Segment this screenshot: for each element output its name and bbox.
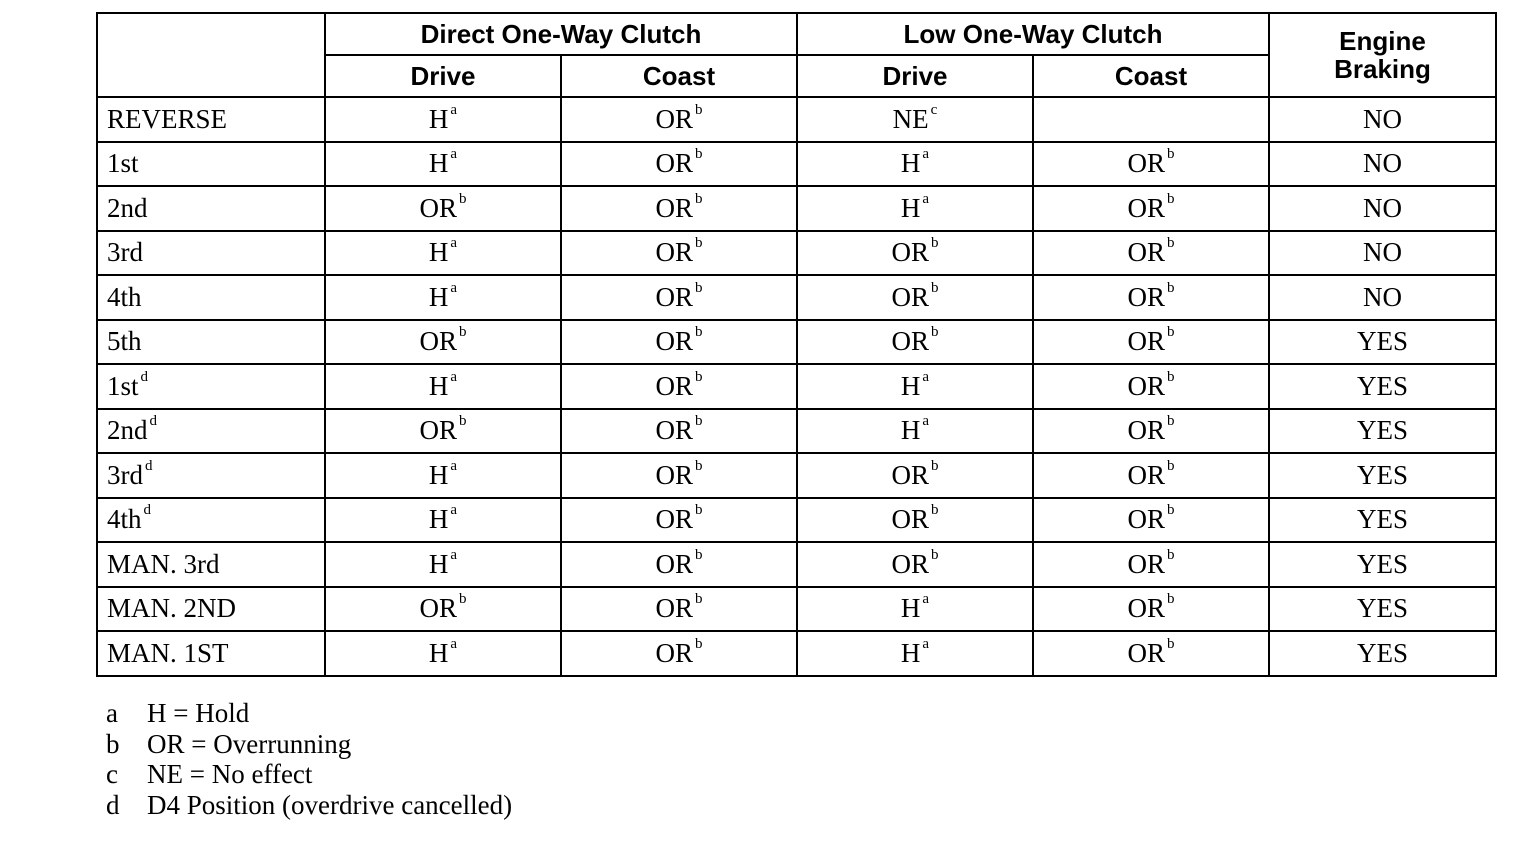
low-coast-cell [1033,142,1269,187]
footnote-marker: b [695,324,703,341]
low-coast-cell [1033,231,1269,276]
table-row [97,186,1496,231]
footnote-text: NE = No effect [147,759,313,790]
footnote-marker: b [459,591,467,608]
engine-braking-cell: YES [1269,409,1496,454]
footnote-marker: b [695,101,703,118]
cell-value: H [428,148,449,179]
gear-position-cell [97,498,325,543]
gear-position-cell [97,275,325,320]
cell-value: H [428,370,449,401]
cell-value: OR [419,415,457,446]
footnote-key: b [106,728,120,759]
gear-position-label: 4th [107,504,142,535]
direct-drive-cell [325,320,561,365]
cell-value: H [900,370,921,401]
footnote-marker: a [450,457,458,474]
cell-value: OR [1127,281,1166,312]
engine-braking-cell: YES [1269,453,1496,498]
cell-value: OR [891,281,929,312]
direct-coast-cell [561,587,797,632]
table-body [97,97,1496,676]
low-coast-cell [1033,97,1269,142]
cell-value: NE [892,103,929,134]
engine-braking-header [1269,13,1496,97]
gear-position-cell [97,142,325,187]
table-row [97,231,1496,276]
footnote-marker: b [695,413,703,430]
cell-value: OR [1127,370,1166,401]
footnote-item [106,759,512,790]
low-coast-cell [1033,186,1269,231]
footnote-marker: b [1167,279,1175,296]
footnote-marker: b [459,413,467,430]
cell-value: H [900,415,921,446]
footnote-marker: b [931,457,939,474]
cell-value: H [428,459,449,490]
cell-value: OR [891,504,929,535]
engine-braking-cell: NO [1269,231,1496,276]
footnote-item [106,729,512,760]
direct-drive-cell [325,97,561,142]
direct-drive-cell [325,186,561,231]
direct-drive-cell [325,631,561,676]
cell-value: OR [891,459,929,490]
table-row [97,409,1496,454]
low-drive-cell [797,231,1033,276]
gear-position-cell [97,409,325,454]
footnote-marker: a [450,279,458,296]
direct-coast-cell [561,186,797,231]
cell-value: OR [655,148,693,179]
footnote-marker: b [1167,190,1175,207]
clutch-application-table [96,12,1497,677]
footnote-marker: b [695,591,703,608]
footnote-marker: d [145,457,153,474]
low-drive-cell [797,631,1033,676]
cell-value: OR [655,415,693,446]
low-coast-cell [1033,542,1269,587]
direct-drive-cell [325,364,561,409]
engine-braking-cell: NO [1269,186,1496,231]
low-drive-cell [797,453,1033,498]
cell-value: H [428,548,449,579]
cell-value: OR [1127,548,1166,579]
footnote-marker: b [1167,546,1175,563]
footnote-marker: a [922,413,930,430]
low-coast-cell [1033,320,1269,365]
cell-value: H [428,637,449,668]
table-row [97,97,1496,142]
footnote-marker: b [695,457,703,474]
table-row [97,498,1496,543]
table-row [97,320,1496,365]
low-coast-cell [1033,409,1269,454]
footnote-marker: b [1167,457,1175,474]
direct-coast-cell [561,364,797,409]
footnote-marker: b [1167,368,1175,385]
cell-value: OR [1127,237,1166,268]
cell-value: OR [655,192,693,223]
low-drive-cell [797,142,1033,187]
low-coast-cell [1033,364,1269,409]
table-row [97,142,1496,187]
cell-value: OR [655,637,693,668]
low-coast-cell [1033,587,1269,632]
cell-value: H [428,237,449,268]
gear-position-label: 4th [107,281,142,312]
low-drive-header: Drive [797,55,1033,97]
direct-coast-cell [561,453,797,498]
direct-drive-cell [325,453,561,498]
footnote-marker: c [930,101,938,118]
gear-position-cell [97,542,325,587]
footnote-marker: b [459,324,467,341]
gear-position-label: MAN. 3rd [107,548,220,579]
gear-position-label: MAN. 2ND [107,593,237,624]
footnote-marker: a [922,368,930,385]
gear-position-cell [97,320,325,365]
direct-drive-cell [325,542,561,587]
footnote-marker: b [931,546,939,563]
footnote-item [106,698,512,729]
cell-value: OR [1127,593,1166,624]
footnote-marker: d [149,413,157,430]
footnote-marker: a [450,502,458,519]
gear-position-label: 1st [107,370,139,401]
footnote-marker: b [695,502,703,519]
direct-drive-cell [325,587,561,632]
low-coast-cell [1033,275,1269,320]
low-one-way-clutch-header: Low One-Way Clutch [797,13,1269,55]
footnote-marker: a [450,635,458,652]
cell-value: OR [655,370,693,401]
engine-braking-cell: YES [1269,631,1496,676]
footnote-marker: d [143,502,152,519]
cell-value: OR [655,459,693,490]
footnote-item [106,790,512,821]
cell-value: OR [419,326,457,357]
footnote-marker: b [1167,502,1175,519]
cell-value: H [428,103,449,134]
footnote-text: H = Hold [147,698,250,728]
low-coast-cell [1033,453,1269,498]
engine-braking-cell: YES [1269,364,1496,409]
cell-value: OR [1127,148,1166,179]
gear-position-label: REVERSE [107,103,228,134]
low-coast-cell [1033,498,1269,543]
footnote-marker: b [695,546,703,563]
direct-coast-cell [561,631,797,676]
footnote-text: D4 Position (overdrive cancelled) [147,790,513,821]
engine-braking-cell: NO [1269,275,1496,320]
cell-value: OR [655,237,693,268]
footnote-marker: b [695,190,703,207]
direct-drive-cell [325,275,561,320]
table-row [97,364,1496,409]
footnote-marker: b [931,235,939,252]
engine-braking-cell: NO [1269,97,1496,142]
engine-braking-cell: YES [1269,587,1496,632]
table-row [97,631,1496,676]
direct-coast-cell [561,409,797,454]
low-drive-cell [797,275,1033,320]
footnote-marker: b [1167,635,1175,652]
footnote-marker: b [1167,146,1175,163]
cell-value: OR [891,237,929,268]
direct-drive-cell [325,409,561,454]
cell-value: OR [1127,192,1166,223]
direct-drive-cell [325,142,561,187]
gear-position-label: 2nd [107,415,148,446]
gear-position-label: 1st [107,148,139,179]
cell-value: OR [1127,415,1166,446]
direct-one-way-clutch-header: Direct One-Way Clutch [325,13,797,55]
direct-coast-header: Coast [561,55,797,97]
gear-position-cell [97,453,325,498]
engine-braking-cell: YES [1269,498,1496,543]
cell-value: OR [655,593,693,624]
direct-coast-cell [561,542,797,587]
footnote-marker: b [931,279,939,296]
footnote-marker: b [695,235,703,252]
low-drive-cell [797,186,1033,231]
cell-value: OR [655,281,693,312]
direct-drive-header: Drive [325,55,561,97]
corner-header-cell [97,13,325,97]
gear-position-cell [97,97,325,142]
direct-coast-cell [561,498,797,543]
direct-drive-cell [325,231,561,276]
cell-value: OR [1127,504,1166,535]
footnote-marker: a [450,146,458,163]
footnote-marker: b [459,190,467,207]
gear-position-label: 3rd [107,459,143,490]
footnote-marker: a [450,368,458,385]
low-drive-cell [797,542,1033,587]
footnote-marker: b [931,502,939,519]
cell-value: H [900,637,921,668]
footnote-marker: a [922,635,930,652]
cell-value: OR [1127,637,1166,668]
table-row [97,587,1496,632]
cell-value: OR [419,593,457,624]
footnote-marker: a [450,546,458,563]
cell-value: OR [1127,459,1166,490]
direct-coast-cell [561,97,797,142]
gear-position-label: MAN. 1ST [107,637,229,668]
footnote-marker: b [695,279,703,296]
gear-position-cell [97,186,325,231]
cell-value: H [900,593,921,624]
footnote-marker: b [1167,591,1175,608]
cell-value: H [428,504,449,535]
low-drive-cell [797,498,1033,543]
low-drive-cell [797,320,1033,365]
direct-coast-cell [561,320,797,365]
footnotes [106,698,512,821]
footnote-marker: a [922,146,930,163]
cell-value: OR [891,548,929,579]
low-coast-cell [1033,631,1269,676]
cell-value: H [900,192,921,223]
footnote-text: OR = Overrunning [147,728,352,759]
footnote-marker: b [931,324,939,341]
footnote-marker: a [450,235,458,252]
gear-position-cell [97,364,325,409]
low-drive-cell [797,409,1033,454]
low-drive-cell [797,587,1033,632]
cell-value: H [900,148,921,179]
footnote-marker: a [450,101,458,118]
table-row [97,453,1496,498]
low-drive-cell [797,364,1033,409]
gear-position-label: 3rd [107,237,143,268]
engine-braking-header-line2: Braking [1334,54,1431,84]
low-coast-header: Coast [1033,55,1269,97]
cell-value: OR [655,103,693,134]
low-drive-cell [797,97,1033,142]
footnote-key: a [106,698,118,728]
cell-value: OR [891,326,929,357]
direct-coast-cell [561,231,797,276]
direct-coast-cell [561,275,797,320]
direct-drive-cell [325,498,561,543]
footnote-marker: b [1167,324,1175,341]
footnote-marker: b [695,368,703,385]
footnote-marker: d [140,368,149,385]
engine-braking-cell: YES [1269,542,1496,587]
gear-position-cell [97,231,325,276]
footnote-marker: b [695,146,703,163]
cell-value: OR [419,192,457,223]
gear-position-label: 2nd [107,192,148,223]
footnote-marker: a [922,190,930,207]
cell-value: OR [655,326,693,357]
table-row [97,542,1496,587]
direct-coast-cell [561,142,797,187]
table-row [97,275,1496,320]
footnote-marker: b [1167,235,1175,252]
gear-position-cell [97,587,325,632]
gear-position-cell [97,631,325,676]
footnote-key: c [106,759,118,790]
engine-braking-cell: YES [1269,320,1496,365]
footnote-marker: a [922,591,930,608]
engine-braking-header-line1: Engine [1339,26,1426,56]
cell-value: H [428,281,449,312]
cell-value: OR [655,548,693,579]
cell-value: OR [655,504,693,535]
footnote-key: d [106,790,120,821]
gear-position-label: 5th [107,326,142,357]
engine-braking-cell: NO [1269,142,1496,187]
footnote-marker: b [1167,413,1175,430]
cell-value: OR [1127,326,1166,357]
footnote-marker: b [695,635,703,652]
